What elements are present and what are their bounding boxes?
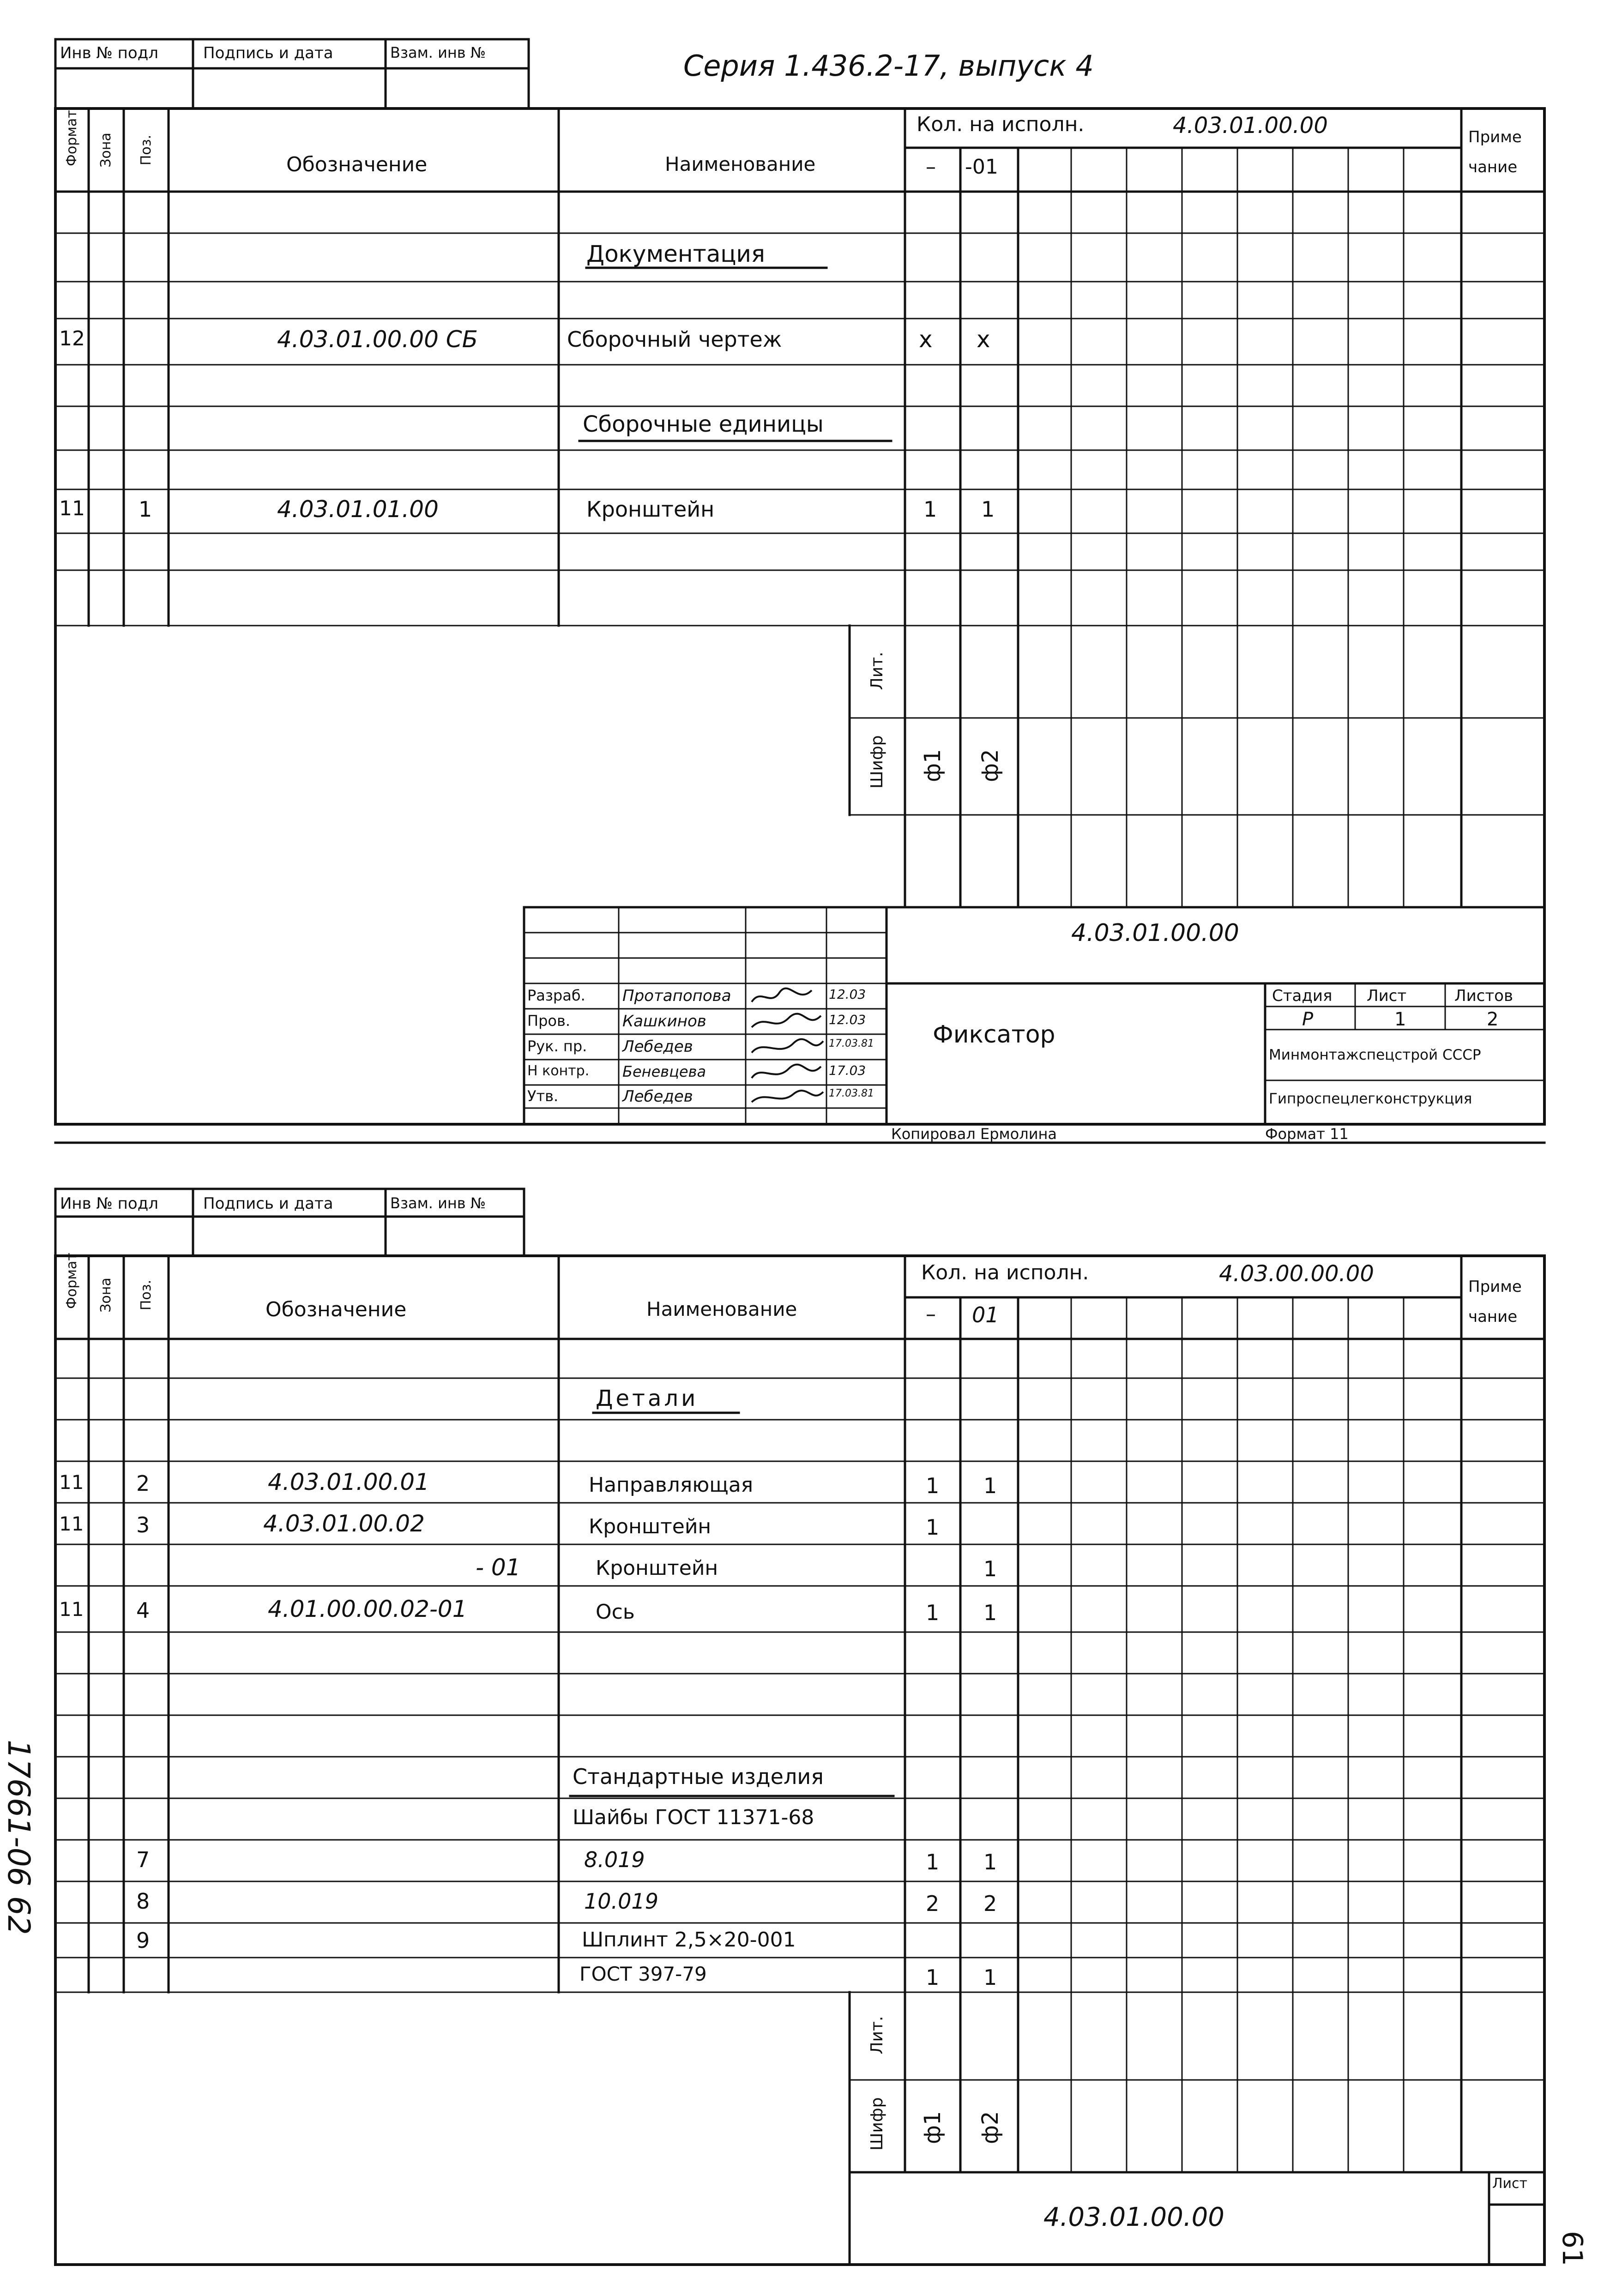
variant-dash: – <box>926 155 936 179</box>
stamp-sign-date: Подпись и дата <box>203 1194 333 1213</box>
header-zone: Зона <box>98 133 114 168</box>
row-qty-2: 1 <box>983 1965 997 1990</box>
section-documentation: Документация <box>586 241 765 267</box>
row-qty-1: 1 <box>926 1850 940 1874</box>
header-format: Формат <box>64 110 80 166</box>
row-name: Кронштейн <box>596 1556 718 1580</box>
row-qty-2: 1 <box>983 1473 997 1498</box>
tb-date: 17.03.81 <box>829 1038 874 1049</box>
header-name: Наименование <box>646 1298 797 1320</box>
f1-label: ф1 <box>920 749 946 782</box>
tb-person: Протапопова <box>622 987 731 1005</box>
row-name: Направляющая <box>589 1473 754 1497</box>
row-name: 10.019 <box>584 1889 658 1914</box>
header-note-1: Приме <box>1468 1278 1522 1296</box>
kol-code: 4.03.00.00.00 <box>1219 1261 1374 1287</box>
sheet2-doc-code: 4.03.01.00.00 <box>1043 2202 1224 2232</box>
header-zone: Зона <box>98 1278 114 1313</box>
row-designation: - 01 <box>476 1554 521 1581</box>
tb-role: Разраб. <box>527 987 585 1004</box>
tb-date: 12.03 <box>829 987 866 1002</box>
tb-person: Лебедев <box>622 1087 693 1106</box>
row-designation: 4.03.01.00.02 <box>263 1510 425 1537</box>
sheet2-sheet-label: Лист <box>1492 2175 1528 2192</box>
tb-date: 17.03 <box>829 1063 866 1078</box>
row-name: Шплинт 2,5×20-001 <box>582 1928 796 1952</box>
org-ministry: Минмонтажспецстрой СССР <box>1269 1047 1481 1063</box>
stamp-inv-pod: Инв № подл <box>60 1194 158 1213</box>
f1-label: ф1 <box>920 2111 946 2144</box>
section-details: Детали <box>596 1386 699 1411</box>
row-qty-1: 1 <box>923 497 937 522</box>
tb-date: 17.03.81 <box>829 1088 874 1099</box>
row-qty-2: 1 <box>983 1600 997 1625</box>
format-label: Формат 11 <box>1265 1125 1349 1143</box>
page-corner-number: 61 <box>1556 2230 1588 2266</box>
sheets-value: 2 <box>1487 1009 1499 1030</box>
row-format: 11 <box>59 1471 84 1494</box>
lit-label: Лит. <box>868 651 886 690</box>
header-format: Формат <box>64 1253 80 1309</box>
section-standard: Стандартные изделия <box>573 1764 824 1789</box>
header-note-2: чание <box>1468 158 1518 176</box>
row-qty-2: 1 <box>983 1556 997 1581</box>
row-qty-2: 1 <box>981 497 995 522</box>
row-qty-1: 1 <box>926 1600 940 1625</box>
stamp-vzam: Взам. инв № <box>390 44 486 61</box>
shifr-label: Шифр <box>868 735 886 789</box>
header-pos: Поз. <box>138 134 154 166</box>
row-designation: 4.01.00.00.02-01 <box>268 1596 467 1622</box>
sheet-value: 1 <box>1394 1009 1406 1030</box>
f2-label: ф2 <box>977 2111 1003 2144</box>
header-name: Наименование <box>665 153 816 175</box>
series-title: Серия 1.436.2-17, выпуск 4 <box>683 49 1094 83</box>
f2-label: ф2 <box>977 749 1003 782</box>
row-pos: 4 <box>136 1598 150 1623</box>
org-institute: Гипроспецлегконструкция <box>1269 1091 1472 1107</box>
row-designation: 4.03.01.00.00 СБ <box>277 326 478 353</box>
tb-role: Н контр. <box>527 1063 590 1079</box>
tb-role: Пров. <box>527 1012 570 1030</box>
sheets-label: Листов <box>1454 987 1514 1005</box>
row-qty-1: 1 <box>926 1965 940 1990</box>
stage-label: Стадия <box>1272 987 1333 1005</box>
tb-person: Беневцева <box>622 1063 706 1080</box>
row-designation: 4.03.01.00.01 <box>268 1469 429 1495</box>
sheet-label: Лист <box>1367 987 1407 1005</box>
row-name: Ось <box>596 1600 635 1624</box>
row-pos: 9 <box>136 1928 150 1953</box>
row-qty-1: 1 <box>926 1473 940 1498</box>
row-qty-1: 1 <box>926 1515 940 1540</box>
section-assembly: Сборочные единицы <box>583 411 824 437</box>
tb-date: 12.03 <box>829 1012 866 1027</box>
stamp-inv-pod: Инв № подл <box>60 44 158 62</box>
row-format: 11 <box>59 497 85 520</box>
shifr-label: Шифр <box>868 2097 886 2151</box>
row-format: 12 <box>59 327 85 350</box>
tb-person: Лебедев <box>622 1037 693 1056</box>
row-name: Кронштейн <box>589 1515 712 1538</box>
row-qty-2: 1 <box>983 1850 997 1874</box>
lit-label: Лит. <box>868 2016 886 2055</box>
tb-role: Рук. пр. <box>527 1037 587 1055</box>
tb-role: Утв. <box>527 1087 559 1105</box>
row-format: 11 <box>59 1598 84 1621</box>
row-qty-1: х <box>919 326 933 353</box>
row-pos: 1 <box>139 497 152 522</box>
kol-code: 4.03.01.00.00 <box>1173 113 1328 139</box>
copied-by: Копировал Ермолина <box>891 1125 1057 1143</box>
row-pos: 3 <box>136 1513 150 1537</box>
header-note-1: Приме <box>1468 128 1522 146</box>
side-inventory-number: 17661-06 62 <box>1 1740 36 1935</box>
row-name: ГОСТ 397-79 <box>579 1963 707 1985</box>
title-doc-code: 4.03.01.00.00 <box>1071 919 1239 947</box>
row-name: Кронштейн <box>586 497 715 522</box>
row-pos: 2 <box>136 1471 150 1496</box>
header-pos: Поз. <box>138 1279 154 1311</box>
row-qty-2: х <box>977 326 990 353</box>
row-qty-1: 2 <box>926 1891 940 1916</box>
row-pos: 8 <box>136 1889 150 1914</box>
row-format: 11 <box>59 1513 84 1535</box>
signatures <box>747 986 826 1108</box>
header-kol: Кол. на исполн. <box>921 1261 1089 1284</box>
row-pos: 7 <box>136 1847 150 1872</box>
variant-dash: – <box>926 1302 936 1326</box>
row-name: Сборочный чертеж <box>567 327 782 352</box>
variant-01: -01 <box>965 155 998 179</box>
row-qty-2: 2 <box>983 1891 997 1916</box>
tb-person: Кашкинов <box>622 1012 706 1030</box>
header-designation: Обозначение <box>286 153 428 176</box>
header-note-2: чание <box>1468 1308 1518 1326</box>
row-designation: 4.03.01.01.00 <box>277 496 439 523</box>
variant-01: 01 <box>972 1302 999 1327</box>
stage-value: Р <box>1302 1009 1314 1030</box>
header-kol: Кол. на исполн. <box>917 113 1085 136</box>
product-name: Фиксатор <box>933 1021 1055 1049</box>
row-name: Шайбы ГОСТ 11371-68 <box>573 1806 814 1829</box>
header-designation: Обозначение <box>265 1298 407 1321</box>
stamp-sign-date: Подпись и дата <box>203 44 333 62</box>
row-name: 8.019 <box>584 1847 645 1872</box>
stamp-vzam: Взам. инв № <box>390 1194 486 1212</box>
